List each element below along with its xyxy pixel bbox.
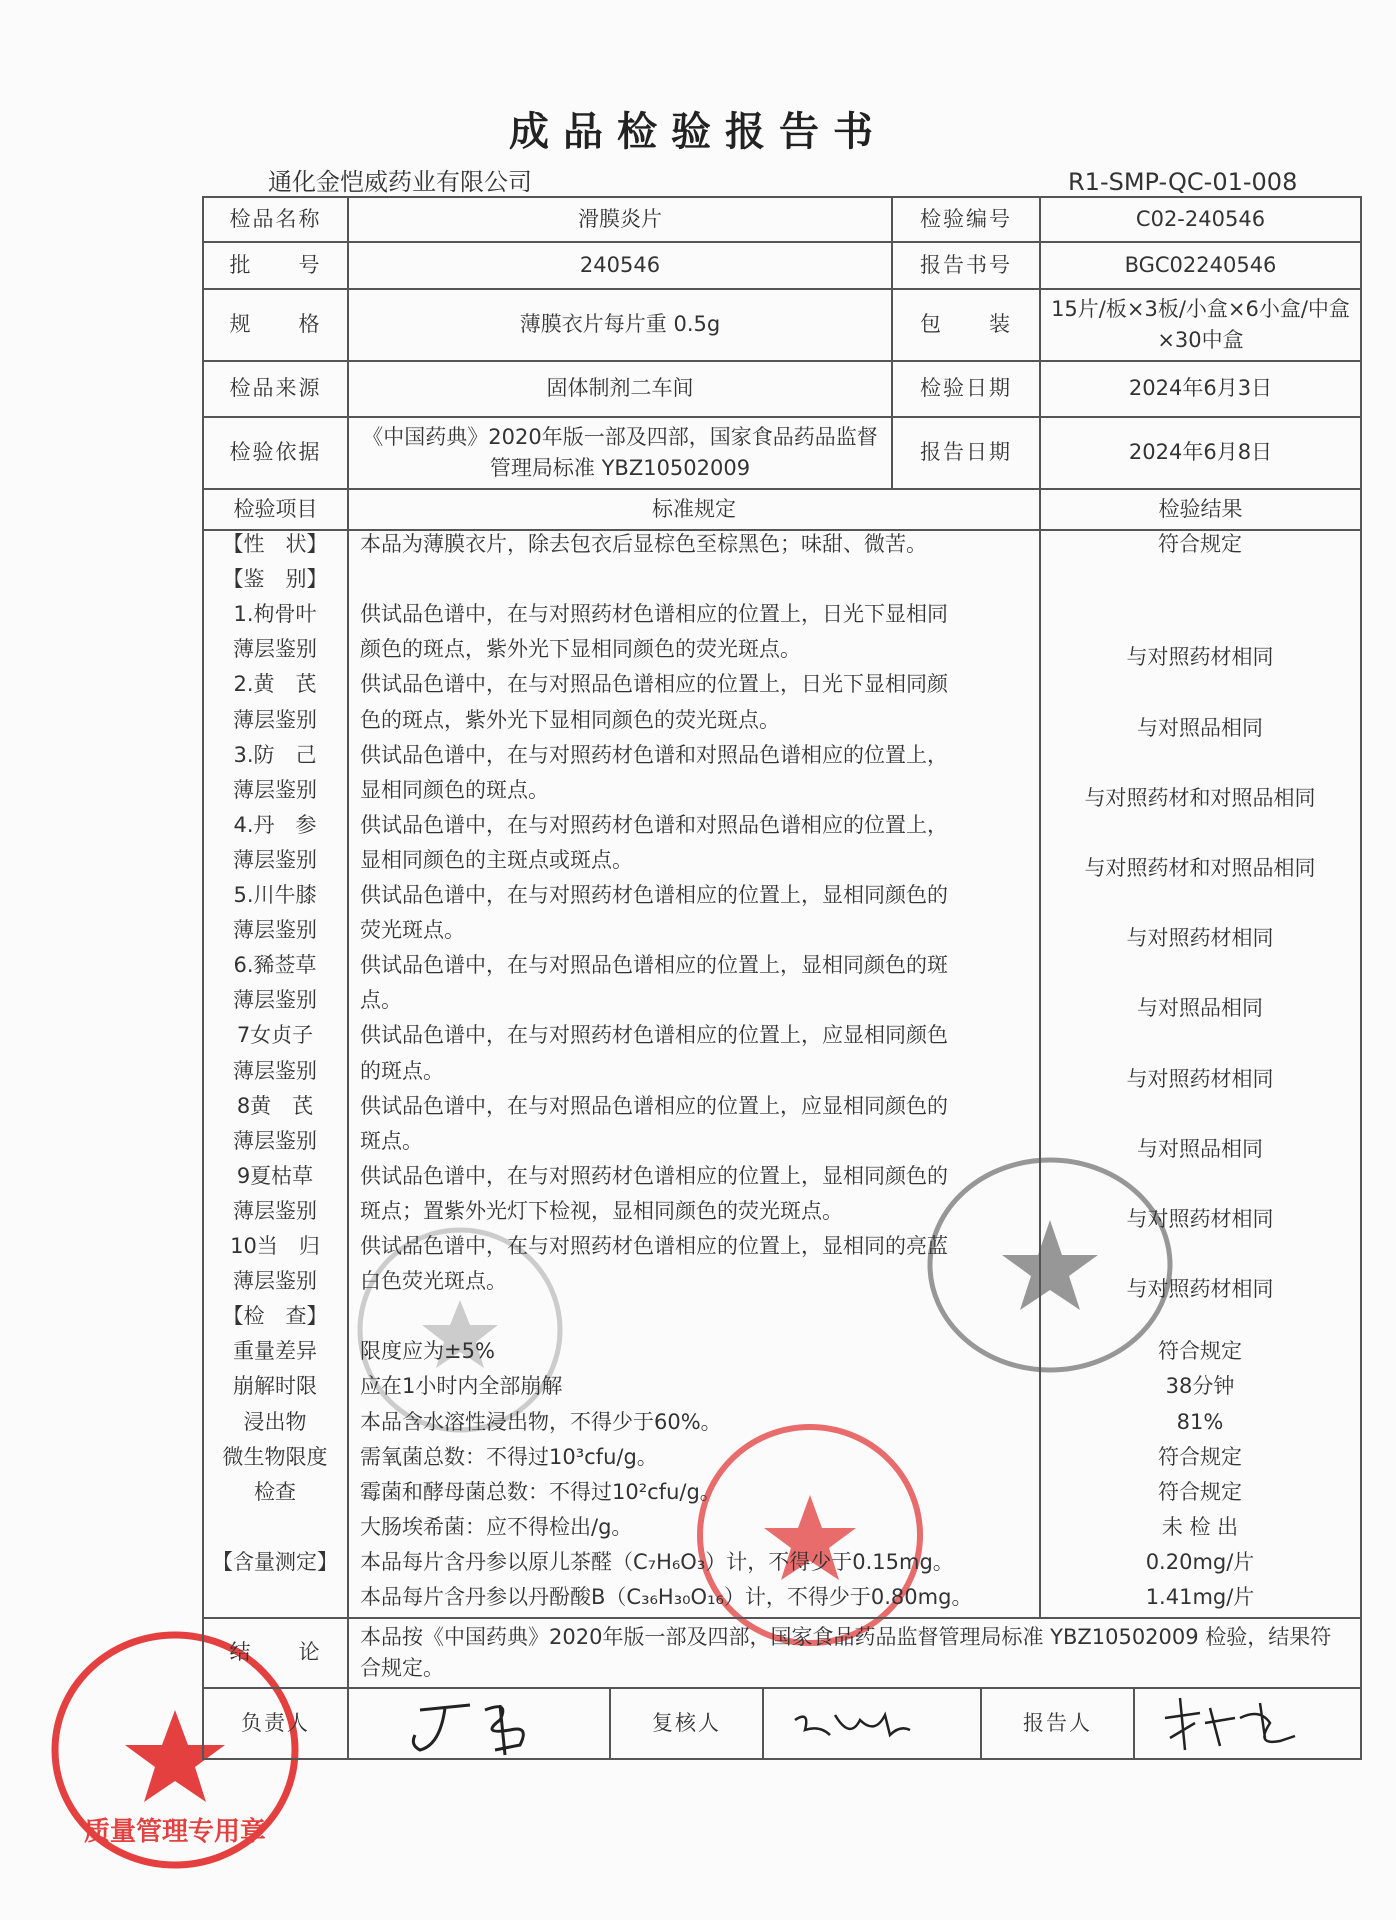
test-result: 与对照品相同: [1137, 1136, 1263, 1161]
test-item-name: 薄层鉴别: [233, 777, 317, 802]
test-item-name: 薄层鉴别: [233, 1058, 317, 1083]
test-standard: 本品每片含丹参以丹酚酸B（C₃₆H₃₀O₁₆）计，不得少于0.80mg。: [360, 1585, 973, 1609]
test-result: [1042, 1089, 1358, 1124]
test-result: [1042, 667, 1358, 702]
basis-label: 检验依据: [229, 440, 322, 465]
package-label: 包 装: [920, 312, 1012, 337]
test-result: [1042, 738, 1358, 773]
test-standard: 荧光斑点。: [360, 918, 465, 943]
test-standard: 点。: [360, 988, 402, 1013]
svg-text:质量管理专用章: 质量管理专用章: [83, 1817, 267, 1847]
test-result: 与对照品相同: [1137, 715, 1263, 740]
conclusion: 本品按《中国药典》2020年版一部及四部，国家食品药品监督管理局标准 YBZ10502009 检验，结果符合规定。: [360, 1624, 1332, 1680]
test-standard: 应在1小时内全部崩解: [360, 1374, 563, 1399]
spec: 薄膜衣片每片重 0.5g: [519, 312, 721, 337]
test-standard: 颜色的斑点，紫外光下显相同颜色的荧光斑点。: [360, 637, 801, 662]
test-standard: 显相同颜色的主斑点或斑点。: [360, 847, 633, 872]
test-result: [1042, 878, 1358, 913]
test-item-name: 崩解时限: [233, 1374, 317, 1399]
name-label: 检品名称: [229, 206, 322, 231]
reviewer-label: 复核人: [652, 1710, 721, 1735]
test-standard: 供试品色谱中，在与对照药材色谱相应的位置上，显相同的亮蓝: [360, 1234, 948, 1258]
test-standard: 斑点；置紫外光灯下检视，显相同颜色的荧光斑点。: [360, 1198, 843, 1223]
document-number: R1-SMP-QC-01-008: [1068, 168, 1298, 196]
spec-label: 规 格: [229, 312, 322, 337]
test-standard: 供试品色谱中，在与对照药材色谱和对照品色谱相应的位置上，: [360, 742, 948, 767]
test-standard: 斑点。: [360, 1128, 423, 1153]
test-result: 38分钟: [1165, 1374, 1235, 1399]
test-result: [1042, 1159, 1358, 1194]
test-standard: 供试品色谱中，在与对照药材色谱相应的位置上，日光下显相同: [360, 602, 948, 627]
test-result: 与对照品相同: [1137, 996, 1263, 1021]
test-result: 与对照药材相同: [1126, 926, 1274, 951]
test-item-name: 检查: [254, 1479, 296, 1504]
test-result: 1.41mg/片: [1145, 1585, 1255, 1609]
test-no: C02-240546: [1135, 206, 1266, 231]
test-no-label: 检验编号: [920, 206, 1012, 231]
test-item-name: 薄层鉴别: [233, 1198, 317, 1223]
company-name: 通化金恺威药业有限公司: [268, 168, 532, 196]
test-item-name: 浸出物: [243, 1409, 307, 1434]
test-result: 与对照药材相同: [1126, 1206, 1274, 1231]
col-standard-header: 标准规定: [652, 496, 736, 521]
test-result: [1042, 948, 1358, 983]
batch-no: 240546: [579, 252, 661, 277]
test-result: 符合规定: [1158, 1339, 1242, 1364]
test-standard: 大肠埃希菌：应不得检出/g。: [360, 1514, 633, 1539]
test-item-name: 薄层鉴别: [233, 988, 317, 1013]
test-result: [1042, 1299, 1358, 1334]
responsible-label: 负责人: [241, 1710, 310, 1735]
test-item-name: 薄层鉴别: [233, 918, 317, 943]
col-result-header: 检验结果: [1158, 496, 1243, 521]
signature-reporter: [1160, 1688, 1310, 1756]
test-item-name: 【含量测定】: [212, 1549, 338, 1574]
test-standard: 供试品色谱中，在与对照品色谱相应的位置上，显相同颜色的斑: [360, 953, 948, 978]
basis: 《中国药典》2020年版一部及四部，国家食品药品监督管理局标准 YBZ10502009: [362, 424, 878, 480]
test-result: [1042, 808, 1358, 843]
test-result: 符合规定: [1158, 1444, 1242, 1469]
product-name: 滑膜炎片: [578, 206, 662, 231]
signature-reviewer: [790, 1700, 920, 1750]
report-date-label: 报告日期: [920, 440, 1012, 465]
test-standard: 供试品色谱中，在与对照品色谱相应的位置上，日光下显相同颜: [360, 672, 948, 697]
test-result: 与对照药材相同: [1126, 645, 1274, 670]
batch-label: 批 号: [229, 252, 322, 277]
col-item-header: 检验项目: [233, 496, 318, 521]
test-item-name: 3.防 己: [233, 742, 317, 767]
test-item-name: 薄层鉴别: [233, 637, 317, 662]
test-result: 与对照药材和对照品相同: [1084, 855, 1316, 880]
test-standard: 的斑点。: [360, 1058, 444, 1083]
test-item-name: 2.黄 芪: [233, 672, 317, 697]
test-result: 0.20mg/片: [1145, 1549, 1255, 1574]
test-item-name: 7女贞子: [236, 1023, 314, 1048]
package: 15片/板×3板/小盒×6小盒/中盒×30中盒: [1051, 296, 1350, 352]
test-result: [1042, 562, 1358, 597]
test-item-name: 微生物限度: [222, 1444, 328, 1469]
report-date: 2024年6月8日: [1128, 440, 1273, 465]
test-result: 未 检 出: [1161, 1514, 1239, 1539]
test-item-name: 薄层鉴别: [233, 1269, 317, 1294]
test-item-name: 薄层鉴别: [233, 707, 317, 732]
test-item-name: 5.川牛膝: [233, 883, 317, 907]
test-item-name: 6.豨莶草: [233, 953, 317, 978]
test-standard: 白色荧光斑点。: [360, 1269, 507, 1294]
test-standard: 霉菌和酵母菌总数：不得过10²cfu/g。: [360, 1479, 721, 1504]
test-item-name: 薄层鉴别: [233, 847, 317, 872]
test-standard: 供试品色谱中，在与对照药材色谱相应的位置上，显相同颜色的: [360, 883, 948, 907]
test-standard: 供试品色谱中，在与对照药材色谱相应的位置上，应显相同颜色: [360, 1023, 948, 1048]
test-item-name: 10当 归: [230, 1234, 320, 1258]
test-standard: 限度应为±5%: [360, 1339, 495, 1364]
test-result: 与对照药材和对照品相同: [1084, 785, 1316, 810]
test-item-name: 9夏枯草: [236, 1163, 314, 1188]
report-no: BGC02240546: [1124, 252, 1277, 277]
test-date-label: 检验日期: [920, 376, 1012, 401]
test-standard: 本品每片含丹参以原儿茶醛（C₇H₆O₃）计，不得少于0.15mg。: [360, 1549, 954, 1574]
test-result: 与对照药材相同: [1126, 1277, 1274, 1302]
test-result: 符合规定: [1158, 532, 1242, 556]
test-item-name: 薄层鉴别: [233, 1128, 317, 1153]
test-result: [1042, 597, 1358, 632]
test-item-name: [205, 1580, 345, 1615]
test-item-name: 8黄 芪: [236, 1093, 314, 1118]
conclusion-label: 结 论: [229, 1640, 322, 1665]
test-item-name: 4.丹 参: [233, 812, 317, 837]
test-item-name: 【鉴 别】: [222, 567, 328, 592]
test-item-name: 1.枸骨叶: [233, 602, 317, 627]
test-item-name: 【性 状】: [222, 532, 328, 556]
test-result: 与对照药材相同: [1126, 1066, 1274, 1091]
test-result: [1042, 1229, 1358, 1264]
test-standard: 供试品色谱中，在与对照品色谱相应的位置上，应显相同颜色的: [360, 1093, 948, 1118]
test-result: 符合规定: [1158, 1479, 1242, 1504]
test-standard: 供试品色谱中，在与对照药材色谱相应的位置上，显相同颜色的: [360, 1163, 948, 1188]
reporter-label: 报告人: [1023, 1710, 1092, 1735]
source-label: 检品来源: [229, 376, 322, 401]
source: 固体制剂二车间: [546, 376, 694, 401]
test-item-name: 重量差异: [233, 1339, 317, 1364]
test-item-name: 【检 查】: [222, 1304, 328, 1329]
test-item-name: [205, 1510, 345, 1545]
test-result: 81%: [1176, 1409, 1224, 1434]
test-standard: 本品含水溶性浸出物，不得少于60%。: [360, 1409, 722, 1434]
signature-responsible: [400, 1690, 560, 1760]
quality-control-stamp-red: [690, 1420, 930, 1650]
report-title: 成品检验报告书: [509, 109, 887, 155]
test-date: 2024年6月3日: [1128, 376, 1273, 401]
test-standard: 色的斑点，紫外光下显相同颜色的荧光斑点。: [360, 707, 780, 732]
test-standard: 本品为薄膜衣片，除去包衣后显棕色至棕黑色；味甜、微苦。: [360, 532, 927, 556]
test-standard: 显相同颜色的斑点。: [360, 777, 549, 802]
test-standard: 需氧菌总数：不得过10³cfu/g。: [360, 1444, 658, 1469]
report-no-label: 报告书号: [920, 252, 1012, 277]
test-result: [1042, 1018, 1358, 1053]
test-standard: 供试品色谱中，在与对照药材色谱和对照品色谱相应的位置上，: [360, 812, 948, 837]
